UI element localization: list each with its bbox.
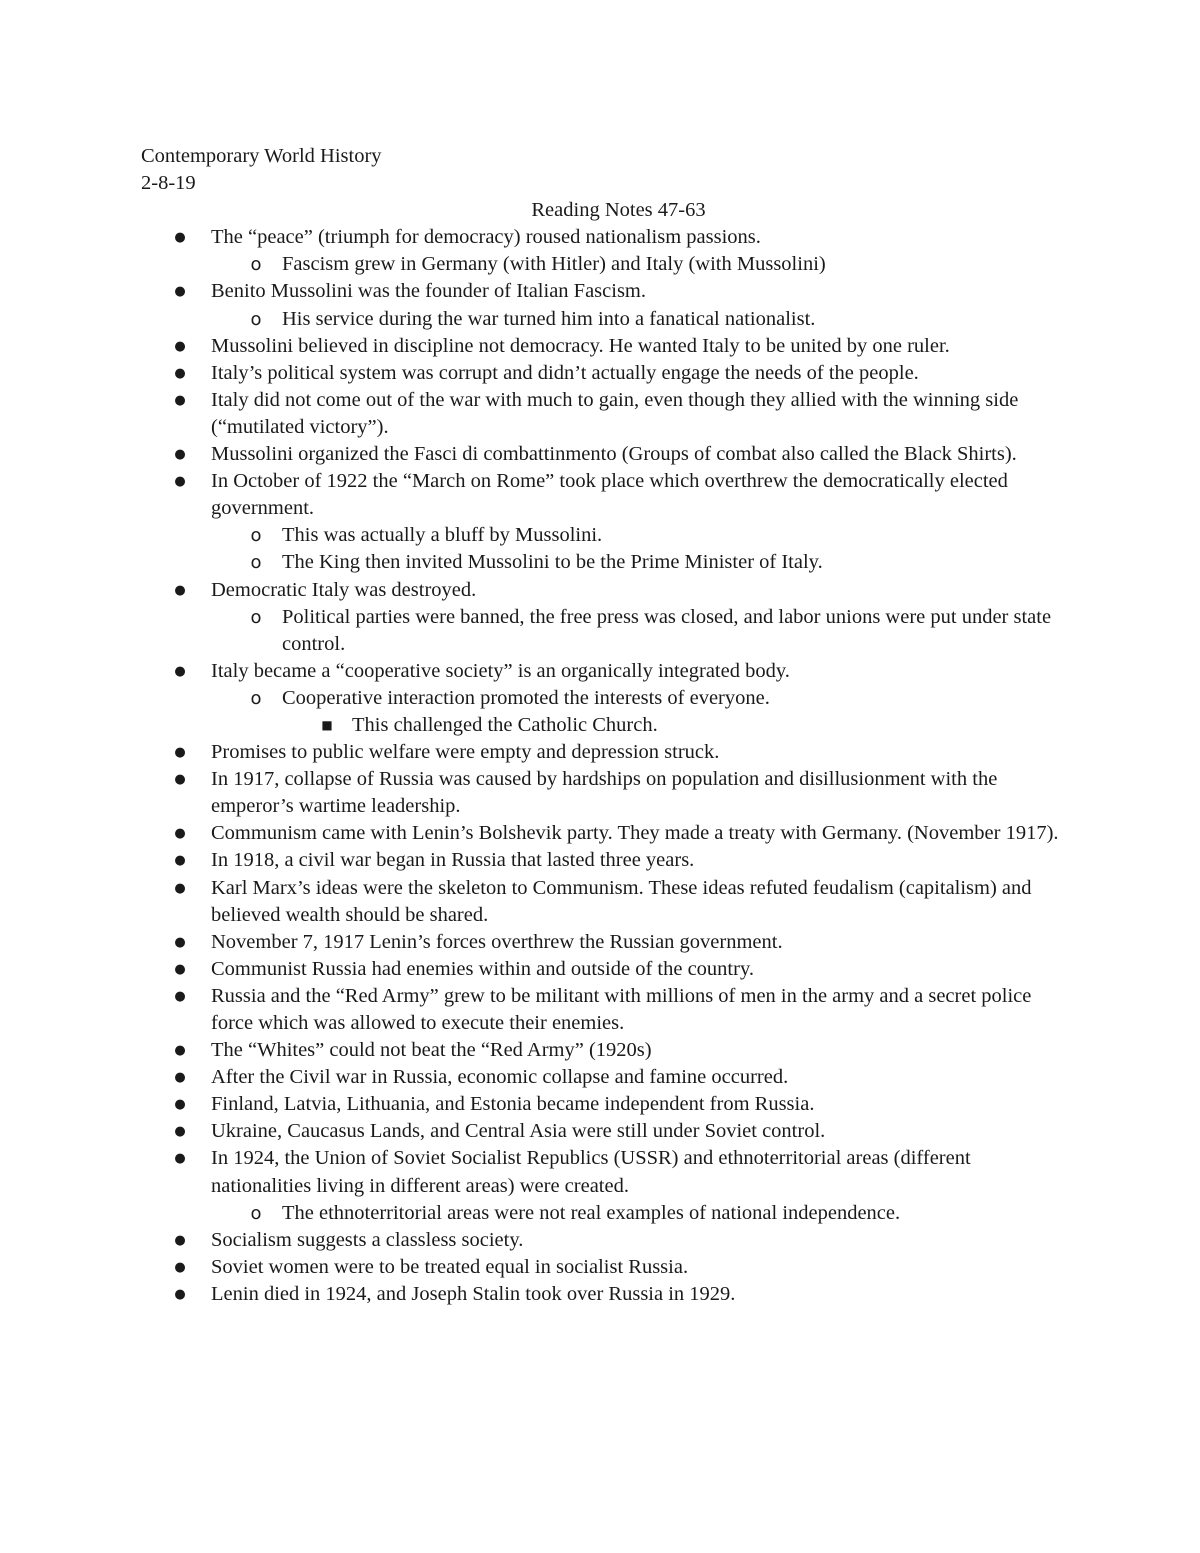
note-text: In 1918, a civil war began in Russia that lasted three years.: [211, 849, 695, 872]
note-text: The “Whites” could not beat the “Red Army” (1920s): [211, 1039, 652, 1062]
document-body: [141, 143, 1061, 1308]
note-item-level-1: [141, 929, 1061, 956]
note-text: Soviet women were to be treated equal in socialist Russia.: [211, 1255, 689, 1278]
note-item-level-1: [141, 1281, 1061, 1308]
page-title: Reading Notes 47-63: [531, 199, 706, 222]
note-item-level-1: [141, 1091, 1061, 1118]
note-item-level-2: [141, 685, 1061, 712]
note-item-level-1: [141, 875, 1061, 929]
hollow-o-bullet-icon: o: [250, 552, 262, 574]
filled-circle-bullet-icon: ●: [174, 1124, 186, 1140]
hollow-o-bullet-icon: o: [250, 606, 262, 628]
note-item-level-1: [141, 658, 1061, 685]
note-text: Italy’s political system was corrupt and didn’t actually engage the needs of the people.: [211, 361, 919, 384]
filled-circle-bullet-icon: ●: [174, 392, 186, 408]
note-text: Ukraine, Caucasus Lands, and Central Asia were still under Soviet control.: [211, 1120, 826, 1143]
filled-circle-bullet-icon: ●: [174, 961, 186, 977]
note-text: His service during the war turned him into a fanatical nationalist.: [282, 307, 816, 330]
filled-circle-bullet-icon: ●: [174, 988, 186, 1004]
filled-circle-bullet-icon: ●: [174, 1070, 186, 1086]
note-text: Mussolini organized the Fasci di combattinmento (Groups of combat also called the Black Shirts).: [211, 443, 1017, 466]
note-item-level-2: [141, 306, 1061, 333]
filled-circle-bullet-icon: ●: [174, 880, 186, 896]
note-item-level-2: [141, 522, 1061, 549]
note-item-level-1: [141, 1254, 1061, 1281]
note-item-level-1: [141, 441, 1061, 468]
filled-circle-bullet-icon: ●: [174, 365, 186, 381]
note-item-level-1: [141, 224, 1061, 251]
filled-circle-bullet-icon: ●: [174, 772, 186, 788]
filled-circle-bullet-icon: ●: [174, 1043, 186, 1059]
note-item-level-3: [141, 712, 1061, 739]
notes-list: [141, 224, 1061, 1308]
note-item-level-1: [141, 333, 1061, 360]
note-item-level-1: [141, 983, 1061, 1037]
note-text: November 7, 1917 Lenin’s forces overthrew the Russian government.: [211, 930, 783, 953]
filled-circle-bullet-icon: ●: [174, 826, 186, 842]
note-item-level-1: [141, 847, 1061, 874]
note-item-level-1: [141, 1118, 1061, 1145]
note-text: Fascism grew in Germany (with Hitler) and Italy (with Mussolini): [282, 253, 826, 276]
filled-circle-bullet-icon: ●: [174, 1151, 186, 1167]
note-text: Democratic Italy was destroyed.: [211, 578, 477, 601]
filled-circle-bullet-icon: ●: [174, 1286, 186, 1302]
hollow-o-bullet-icon: o: [250, 254, 262, 276]
hollow-o-bullet-icon: o: [250, 687, 262, 709]
filled-circle-bullet-icon: ●: [174, 745, 186, 761]
filled-circle-bullet-icon: ●: [174, 338, 186, 354]
note-item-level-1: [141, 577, 1061, 604]
filled-circle-bullet-icon: ●: [174, 284, 186, 300]
note-item-level-1: [141, 820, 1061, 847]
note-text: In October of 1922 the “March on Rome” took place which overthrew the democratically elected government.: [211, 470, 1008, 520]
note-item-level-1: [141, 956, 1061, 983]
hollow-o-bullet-icon: o: [250, 308, 262, 330]
note-text: This challenged the Catholic Church.: [352, 713, 658, 736]
note-text: Karl Marx’s ideas were the skeleton to Communism. These ideas refuted feudalism (capitalism) and believed wealth should be shared.: [211, 876, 1032, 926]
filled-circle-bullet-icon: ●: [174, 230, 186, 246]
note-text: In 1924, the Union of Soviet Socialist Republics (USSR) and ethnoterritorial areas (different nationalities living in different areas) were created.: [211, 1147, 971, 1197]
note-item-level-1: [141, 278, 1061, 305]
note-text: Communist Russia had enemies within and outside of the country.: [211, 957, 754, 980]
filled-circle-bullet-icon: ●: [174, 934, 186, 950]
filled-circle-bullet-icon: ●: [174, 1232, 186, 1248]
note-item-level-2: [141, 1200, 1061, 1227]
filled-circle-bullet-icon: ●: [174, 582, 186, 598]
note-text: Russia and the “Red Army” grew to be militant with millions of men in the army and a secret police force which was allowed to execute their enemies.: [211, 984, 1032, 1034]
filled-circle-bullet-icon: ●: [174, 663, 186, 679]
note-item-level-1: [141, 1037, 1061, 1064]
note-text: The King then invited Mussolini to be the Prime Minister of Italy.: [282, 551, 823, 574]
note-text: This was actually a bluff by Mussolini.: [282, 524, 603, 547]
note-text: Italy became a “cooperative society” is an organically integrated body.: [211, 659, 790, 682]
note-item-level-1: [141, 360, 1061, 387]
filled-circle-bullet-icon: ●: [174, 447, 186, 463]
filled-circle-bullet-icon: ●: [174, 1097, 186, 1113]
note-item-level-2: [141, 549, 1061, 576]
note-text: The ethnoterritorial areas were not real examples of national independence.: [282, 1201, 901, 1224]
note-text: In 1917, collapse of Russia was caused by hardships on population and disillusionment with the emperor’s wartime leadership.: [211, 768, 998, 818]
course-title: Contemporary World History: [141, 145, 382, 167]
date-line: 2-8-19: [141, 172, 196, 195]
note-text: Promises to public welfare were empty and depression struck.: [211, 741, 720, 764]
note-text: Socialism suggests a classless society.: [211, 1228, 524, 1251]
hollow-o-bullet-icon: o: [250, 525, 262, 547]
note-item-level-2: [141, 251, 1061, 278]
note-text: Benito Mussolini was the founder of Italian Fascism.: [211, 280, 646, 303]
note-text: Italy did not come out of the war with much to gain, even though they allied with the winning side (“mutilated victory”).: [211, 388, 1019, 438]
note-text: Communism came with Lenin’s Bolshevik party. They made a treaty with Germany. (November 1917).: [211, 822, 1059, 845]
note-item-level-2: [141, 604, 1061, 658]
note-text: Political parties were banned, the free press was closed, and labor unions were put under state control.: [282, 605, 1052, 655]
note-text: Mussolini believed in discipline not democracy. He wanted Italy to be united by one ruler.: [211, 334, 950, 357]
note-item-level-1: [141, 387, 1061, 441]
note-item-level-1: [141, 1227, 1061, 1254]
note-item-level-1: [141, 468, 1061, 522]
note-text: Cooperative interaction promoted the interests of everyone.: [282, 686, 770, 709]
note-text: Finland, Latvia, Lithuania, and Estonia became independent from Russia.: [211, 1093, 815, 1116]
note-text: The “peace” (triumph for democracy) roused nationalism passions.: [211, 226, 761, 249]
filled-circle-bullet-icon: ●: [174, 474, 186, 490]
hollow-o-bullet-icon: o: [250, 1202, 262, 1224]
filled-circle-bullet-icon: ●: [174, 853, 186, 869]
note-item-level-1: [141, 1064, 1061, 1091]
square-bullet-icon: ■: [321, 717, 333, 732]
note-text: After the Civil war in Russia, economic collapse and famine occurred.: [211, 1066, 789, 1089]
note-text: Lenin died in 1924, and Joseph Stalin took over Russia in 1929.: [211, 1282, 736, 1305]
note-item-level-1: [141, 1145, 1061, 1199]
note-item-level-1: [141, 766, 1061, 820]
filled-circle-bullet-icon: ●: [174, 1259, 186, 1275]
note-item-level-1: [141, 739, 1061, 766]
